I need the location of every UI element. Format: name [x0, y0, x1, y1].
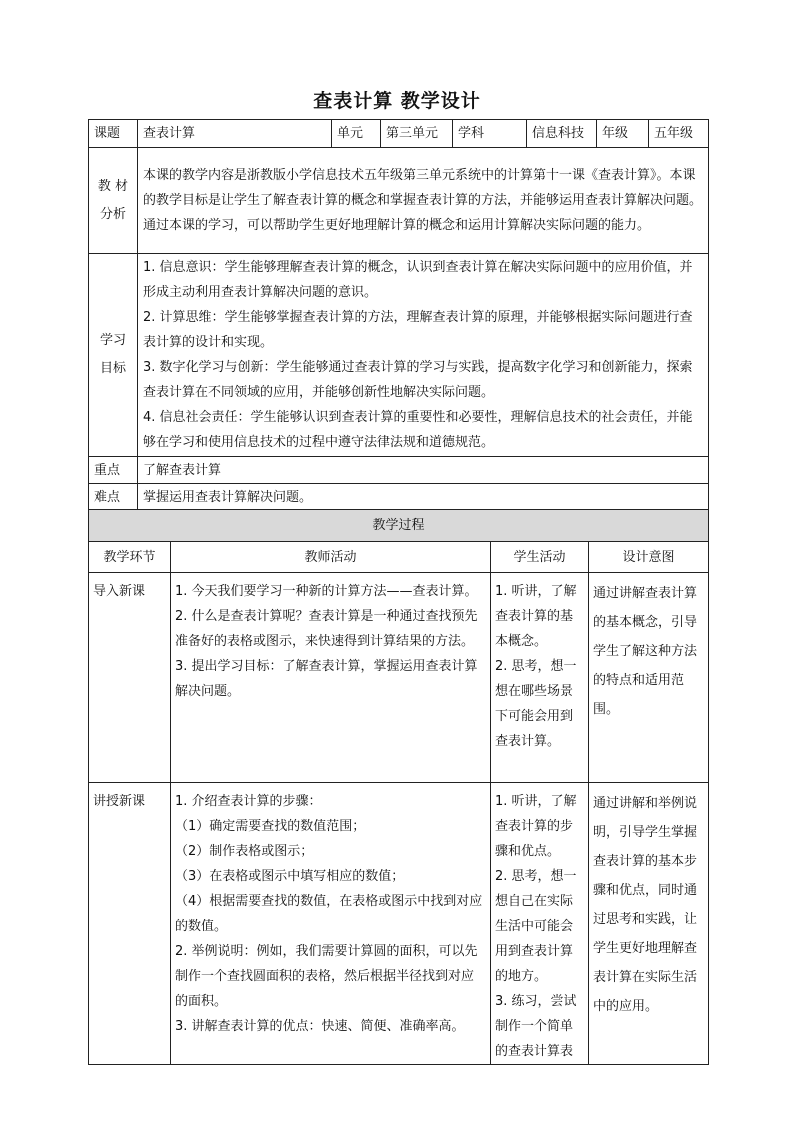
analysis-text: 本课的教学内容是浙教版小学信息技术五年级第三单元系统中的计算第十一课《查表计算》。本课的教学目标是让学生了解查表计算的概念和掌握查表计算的方法，并能够运用查表计算解决问题。通过本课的学习，可以帮助学生更好地理解计算的概念和运用计算解决实际问题的能力。: [138, 148, 709, 254]
student-step: 3. 练习，尝试制作一个简单的查表计算表: [495, 994, 577, 1059]
objective-item: 4. 信息社会责任：学生能够认识到查表计算的重要性和必要性，理解信息技术的社会责任，并能够在学习和使用信息技术的过程中遵守法律法规和道德规范。: [143, 410, 693, 450]
grade-value: 五年级: [649, 120, 709, 148]
teacher-activity-cell: [171, 783, 491, 1065]
objectives-label: [89, 254, 138, 457]
subject-label: 学科: [453, 120, 527, 148]
objectives-label-line2: 目标: [99, 361, 126, 376]
table-row: [89, 783, 709, 1065]
teacher-activity-cell: [171, 573, 491, 783]
difficulty-label: 难点: [89, 484, 138, 511]
objectives-list: [138, 254, 709, 457]
header-intent: 设计意图: [589, 542, 709, 573]
objectives-label-line1: 学习: [99, 333, 126, 348]
analysis-label-line1: 教 材: [97, 178, 129, 194]
objective-item: 3. 数字化学习与创新：学生能够通过查表计算的学习与实践，提高数字化学习和创新能力，探索查表计算在不同领域的应用，并能够创新性地解决实际问题。: [143, 360, 693, 400]
header-student: 学生活动: [491, 542, 589, 573]
unit-label: 单元: [332, 120, 381, 148]
difficulty-text: 掌握运用查表计算解决问题。: [138, 484, 709, 511]
student-activity-cell: [491, 783, 589, 1065]
objective-item: 2. 计算思维：学生能够掌握查表计算的方法，理解查表计算的原理，并能够根据实际问题进行查表计算的设计和实现。: [143, 310, 693, 350]
topic-value: 查表计算: [138, 120, 332, 148]
student-step: 2. 思考，想一想在哪些场景下可能会用到查表计算。: [495, 659, 577, 749]
grade-label: 年级: [597, 120, 649, 148]
table-row: [89, 573, 709, 783]
topic-label: 课题: [89, 120, 138, 148]
process-title: 教学过程: [89, 510, 709, 542]
unit-value: 第三单元: [381, 120, 453, 148]
teacher-step: （1）确定需要查找的数值范围；: [175, 819, 366, 834]
teacher-step: 1. 介绍查表计算的步骤：: [175, 794, 322, 809]
student-step: 2. 思考，想一想自己在实际生活中可能会用到查表计算的地方。: [495, 869, 577, 984]
teacher-step: 3. 讲解查表计算的优点：快速、简便、准确率高。: [175, 1019, 465, 1034]
objective-item: 1. 信息意识：学生能够理解查表计算的概念，认识到查表计算在解决实际问题中的应用价值，并形成主动利用查表计算解决问题的意识。: [143, 260, 693, 300]
intent-cell: 通过讲解和举例说明，引导学生掌握查表计算的基本步骤和优点，同时通过思考和实践，让学生更好地理解查表计算在实际生活中的应用。: [589, 783, 709, 1065]
teaching-process-table: [88, 509, 709, 1065]
student-step: 1. 听讲，了解查表计算的基本概念。: [495, 584, 577, 649]
teacher-step: 2. 举例说明：例如，我们需要计算圆的面积，可以先制作一个查找圆面积的表格，然后根据半径找到对应的面积。: [175, 944, 478, 1009]
teacher-step: 1. 今天我们要学习一种新的计算方法——查表计算。: [175, 584, 478, 599]
student-step: 1. 听讲，了解查表计算的步骤和优点。: [495, 794, 577, 859]
key-point-label: 重点: [89, 457, 138, 484]
intent-cell: 通过讲解查表计算的基本概念，引导学生了解这种方法的特点和适用范围。: [589, 573, 709, 783]
lesson-info-table: [88, 119, 709, 511]
document-title: 查表计算 教学设计: [313, 90, 481, 112]
teacher-step: （4）根据需要查找的数值，在表格或图示中找到对应的数值。: [175, 894, 483, 934]
teacher-step: 2. 什么是查表计算呢？查表计算是一种通过查找预先准备好的表格或图示，来快速得到计算结果的方法。: [175, 609, 478, 649]
stage-cell: 导入新课: [89, 573, 171, 783]
header-teacher: 教师活动: [171, 542, 491, 573]
stage-cell: 讲授新课: [89, 783, 171, 1065]
teacher-step: （3）在表格或图示中填写相应的数值；: [175, 869, 405, 884]
student-activity-cell: [491, 573, 589, 783]
key-point-text: 了解查表计算: [138, 457, 709, 484]
teacher-step: （2）制作表格或图示；: [175, 844, 314, 859]
header-stage: 教学环节: [89, 542, 171, 573]
analysis-label-line2: 分析: [99, 206, 126, 222]
teacher-step: 3. 提出学习目标：了解查表计算，掌握运用查表计算解决问题。: [175, 659, 478, 699]
analysis-label: [89, 148, 138, 254]
subject-value: 信息科技: [527, 120, 597, 148]
